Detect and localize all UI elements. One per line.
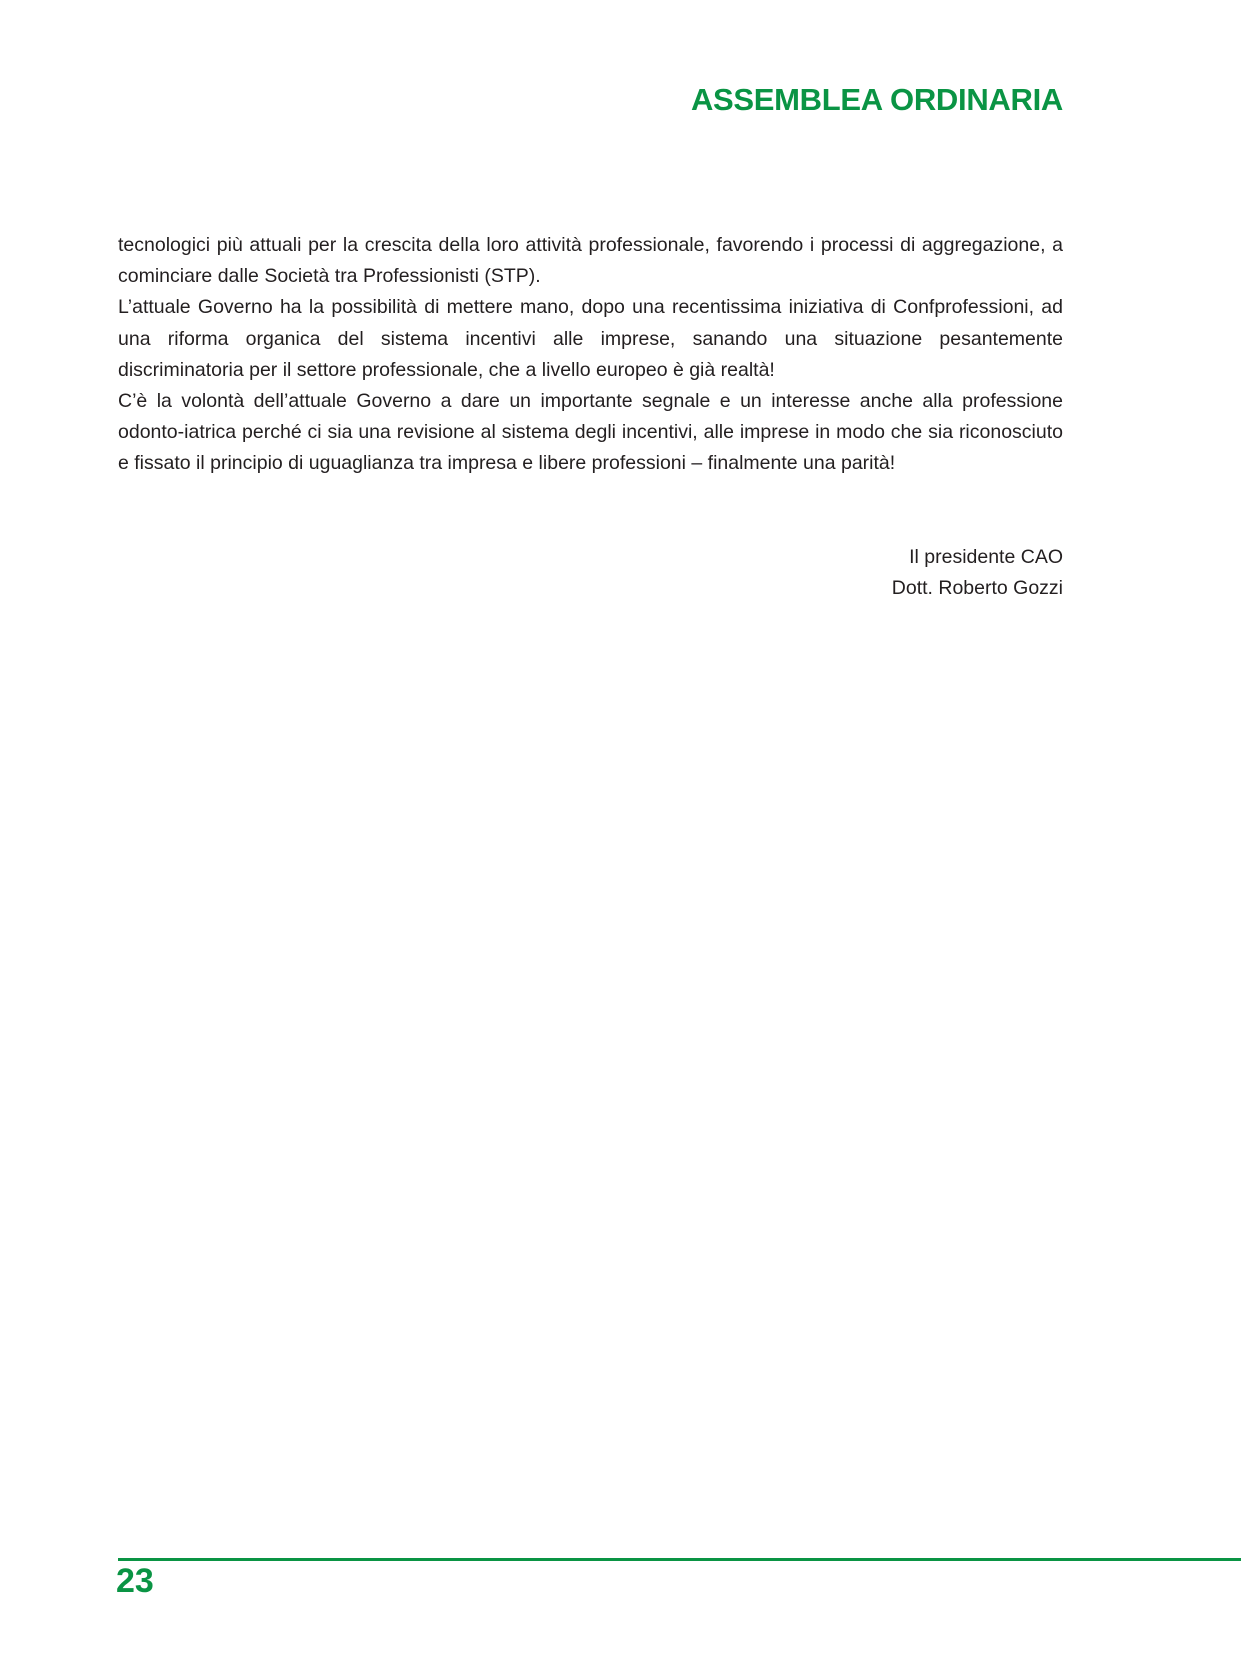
section-header: ASSEMBLEA ORDINARIA	[690, 82, 1063, 117]
signature-name: Dott. Roberto Gozzi	[891, 577, 1063, 600]
signature-role: Il presidente CAO	[909, 546, 1063, 568]
paragraph: tecnologici più attuali per la crescita della loro attività professionale, favorendo i processi di aggregazione, a cominciare dalle Società tra Professionisti (STP).	[118, 234, 1063, 288]
paragraph: L’attuale Governo ha la possibilità di mettere mano, dopo una recentissima iniziativa di Confprofessioni, ad una riforma organica del sistema incentivi alle imprese, sanando una situazione pesantemente discriminatoria per il settore professionale, che a livello europeo è già realtà!	[118, 296, 1063, 381]
page-number: 23	[116, 1562, 154, 1600]
paragraph: C’è la volontà dell’attuale Governo a dare un importante segnale e un interesse anche alla professione odonto-iatrica perché ci sia una revisione al sistema degli incentivi, alle imprese in modo che sia riconosciuto e fissato il principio di uguaglianza tra impresa e libere professioni – finalmente una parità!	[118, 390, 1063, 475]
body-text	[118, 230, 1063, 480]
signature-block	[892, 542, 1063, 604]
footer-rule	[118, 1558, 1241, 1561]
